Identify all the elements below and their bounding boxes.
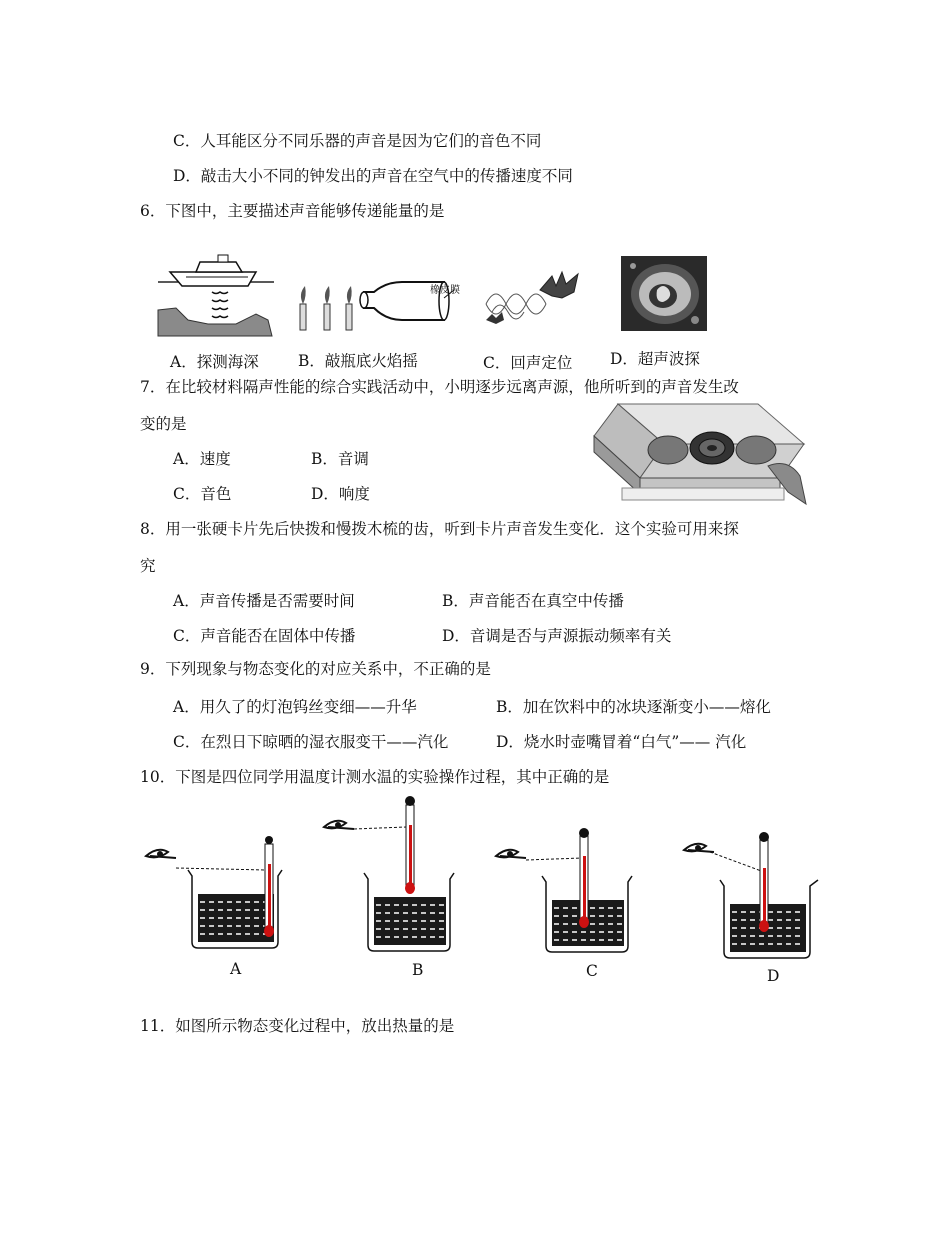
ultrasound-image: [621, 256, 707, 331]
membrane-label: 橡皮膜: [430, 285, 460, 296]
q10-label-a: A: [230, 960, 242, 978]
q7-stem-line1: 7．在比较材料隔声性能的综合实践活动中，小明逐步远离声源，他所听到的声音发生改: [140, 378, 739, 396]
q5-option-d: D．敲击大小不同的钟发出的声音在空气中的传播速度不同: [173, 167, 573, 185]
q11-stem: 11．如图所示物态变化过程中，放出热量的是: [140, 1017, 455, 1035]
q8-stem-line1: 8．用一张硬卡片先后快拨和慢拨木梳的齿，听到卡片声音发生变化．这个实验可用来探: [140, 520, 739, 538]
q6-caption-a: A．探测海深: [170, 353, 259, 371]
q10-stem: 10．下图是四位同学用温度计测水温的实验操作过程，其中正确的是: [140, 768, 610, 786]
q6-caption-c: C．回声定位: [483, 354, 573, 372]
q9-option-b: B．加在饮料中的冰块逐渐变小——熔化: [496, 698, 771, 716]
q8-option-a: A．声音传播是否需要时间: [173, 592, 355, 610]
q8-option-b: B．声音能否在真空中传播: [442, 592, 624, 610]
q6-caption-d: D．超声波探: [610, 350, 700, 368]
q5-option-c: C．人耳能区分不同乐器的声音是因为它们的音色不同: [173, 132, 542, 150]
q7-option-d: D．响度: [311, 485, 370, 503]
q10-label-b: B: [412, 961, 424, 979]
q7-stem-line2: 变的是: [140, 415, 187, 433]
thermometer-beaker-b: [320, 795, 470, 955]
q6-stem: 6．下图中，主要描述声音能够传递能量的是: [140, 202, 445, 220]
q8-option-d: D．音调是否与声源振动频率有关: [442, 627, 672, 645]
bottle-candle-figure: [294, 268, 474, 336]
q9-option-a: A．用久了的灯泡钨丝变细——升华: [173, 698, 417, 716]
thermometer-beaker-c: [492, 826, 642, 956]
thermometer-beaker-d: [680, 828, 830, 963]
bat-echolocation-figure: [482, 264, 582, 330]
q9-option-c: C．在烈日下晾晒的湿衣服变干——汽化: [173, 733, 449, 751]
q7-option-b: B．音调: [311, 450, 369, 468]
soundproof-box-figure: [588, 400, 810, 512]
q7-option-c: C．音色: [173, 485, 232, 503]
q10-label-d: D: [767, 967, 780, 985]
q8-stem-line2: 究: [140, 557, 156, 575]
boat-sonar-figure: [156, 250, 276, 338]
q7-option-a: A．速度: [173, 450, 231, 468]
q9-option-d: D．烧水时壶嘴冒着“白气”—— 汽化: [496, 733, 747, 751]
q6-caption-b: B．敲瓶底火焰摇: [298, 352, 418, 370]
thermometer-beaker-a: [142, 830, 292, 955]
q9-stem: 9．下列现象与物态变化的对应关系中，不正确的是: [140, 660, 491, 678]
q8-option-c: C．声音能否在固体中传播: [173, 627, 356, 645]
q10-label-c: C: [586, 962, 598, 980]
